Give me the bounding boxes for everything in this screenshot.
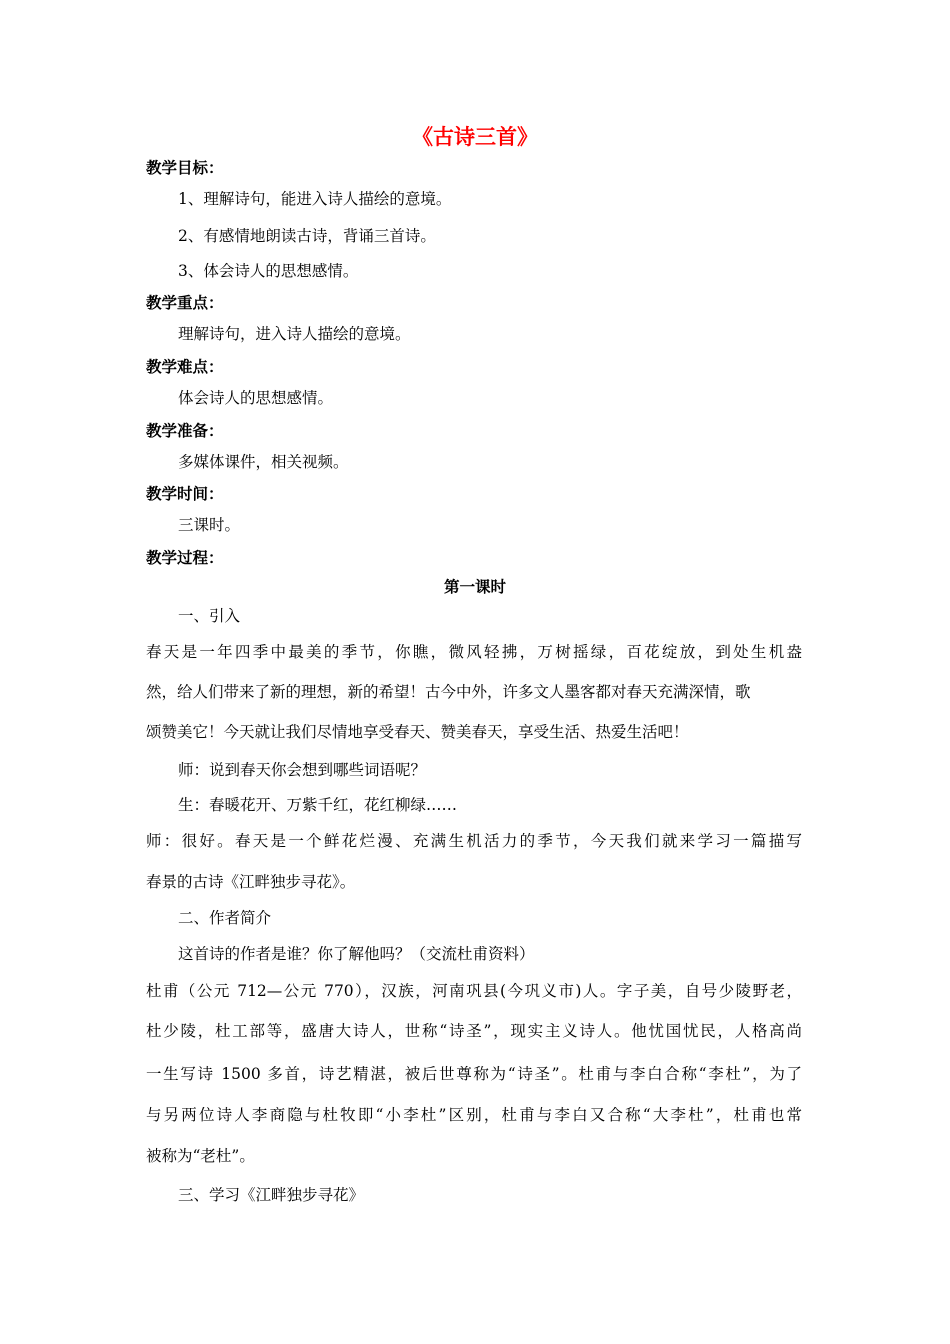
intro-paragraph-line: 春天是一年四季中最美的季节，你瞧，微风轻拂，万树摇绿，百花绽放，到处生机盎: [146, 643, 802, 661]
author-bio-line: 与另两位诗人李商隐与杜牧即“小李杜”区别，杜甫与李白又合称“大李杜”，杜甫也常: [146, 1106, 802, 1124]
objective-item: 2、有感情地朗读古诗，背诵三首诗。: [178, 227, 436, 245]
author-bio-line: 被称为“老杜”。: [146, 1147, 255, 1165]
author-bio-line: 杜少陵，杜工部等，盛唐大诗人，世称“诗圣”，现实主义诗人。他忧国忧民，人格高尚: [146, 1022, 802, 1040]
preparation-heading: 教学准备：: [146, 422, 224, 440]
document-title: 《古诗三首》: [412, 125, 538, 149]
objective-item: 1、理解诗句，能进入诗人描绘的意境。: [178, 190, 452, 208]
section-heading-study: 三、学习《江畔独步寻花》: [178, 1186, 365, 1204]
time-text: 三课时。: [178, 516, 241, 534]
section-heading-author: 二、作者简介: [178, 909, 272, 927]
section-heading-intro: 一、引入: [178, 607, 241, 625]
key-points-heading: 教学重点：: [146, 294, 224, 312]
key-points-text: 理解诗句，进入诗人描绘的意境。: [178, 325, 411, 343]
lesson-title: 第一课时: [443, 578, 506, 596]
preparation-text: 多媒体课件，相关视频。: [178, 453, 349, 471]
teacher-question: 师：说到春天你会想到哪些词语呢？: [178, 761, 427, 779]
difficulties-text: 体会诗人的思想感情。: [178, 389, 334, 407]
difficulties-heading: 教学难点：: [146, 358, 224, 376]
intro-paragraph-line: 颂赞美它！今天就让我们尽情地享受春天、赞美春天，享受生活、热爱生活吧！: [146, 723, 689, 741]
student-answer: 生：春暖花开、万紫千红，花红柳绿……: [178, 796, 458, 814]
intro-paragraph-line: 然，给人们带来了新的理想，新的希望！古今中外，许多文人墨客都对春天充满深情，歌: [146, 683, 751, 701]
author-bio-line: 一生写诗 1500 多首，诗艺精湛，被后世尊称为“诗圣”。杜甫与李白合称“李杜”，为了: [146, 1065, 802, 1083]
author-bio-line: 杜甫（公元 712—公元 770），汉族，河南巩县(今巩义市)人。字子美，自号少陵野老，: [146, 982, 802, 1000]
teacher-remark-line: 春景的古诗《江畔独步寻花》。: [146, 873, 356, 891]
process-heading: 教学过程：: [146, 549, 224, 567]
teacher-remark-line: 师：很好。春天是一个鲜花烂漫、充满生机活力的季节，今天我们就来学习一篇描写: [146, 832, 802, 850]
objective-item: 3、体会诗人的思想感情。: [178, 262, 359, 280]
time-heading: 教学时间：: [146, 485, 224, 503]
objectives-heading: 教学目标：: [146, 159, 224, 177]
author-question: 这首诗的作者是谁？你了解他吗？（交流杜甫资料）: [178, 945, 535, 963]
